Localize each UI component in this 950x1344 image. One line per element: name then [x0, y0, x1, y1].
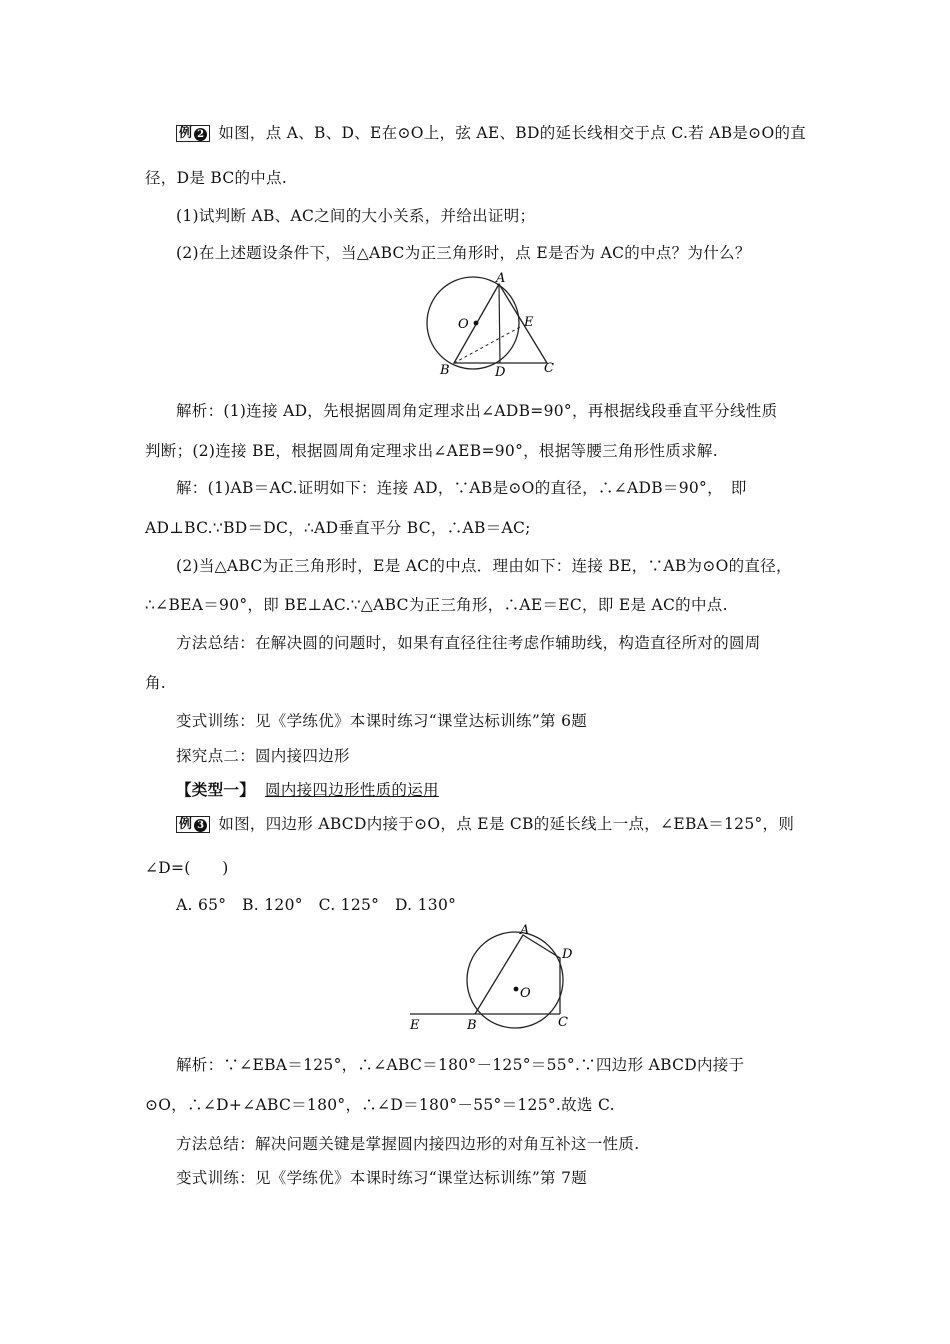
fig3-label-E: E — [410, 1018, 420, 1032]
type-bracket: 【类型一】 — [176, 780, 256, 799]
example3-options: A. 65° B. 120° C. 125° D. 130° — [176, 896, 457, 914]
example2-variant: 变式训练：见《学练优》本课时练习“课堂达标训练”第 6题 — [176, 712, 588, 730]
fig3-label-D: D — [562, 947, 573, 962]
example2-solution4: ∴∠BEA＝90°，即 BE⊥AC.∵△ABC为正三角形，∴AE＝EC，即 E是 AC的中点. — [145, 596, 728, 614]
example3-figure — [400, 922, 590, 1032]
fig2-label-C: C — [544, 361, 554, 376]
example3-line2: ∠D=( ) — [145, 859, 229, 877]
example2-figure — [420, 268, 560, 380]
example3-variant: 变式训练：见《学练优》本课时练习“课堂达标训练”第 7题 — [176, 1169, 588, 1187]
example2-solution3: (2)当△ABC为正三角形时，E是 AC的中点．理由如下：连接 BE，∵AB为⊙O的直径， — [176, 557, 792, 575]
fig2-label-D: D — [495, 365, 506, 380]
example2-analysis1: 解析：(1)连接 AD，先根据圆周角定理求出∠ADB=90°，再根据线段垂直平分线性质 — [176, 402, 778, 420]
section2-type-heading — [176, 780, 439, 800]
fig2-label-E: E — [524, 315, 534, 330]
example2-solution1: 解：(1)AB＝AC.证明如下：连接 AD，∵AB是⊙O的直径，∴∠ADB＝90°， 即 — [176, 479, 747, 497]
fig3-label-A: A — [520, 923, 530, 938]
example2-line2: 径，D是 BC的中点. — [145, 169, 288, 187]
example2-question2: (2)在上述题设条件下，当△ABC为正三角形时，点 E是否为 AC的中点？为什么？ — [176, 244, 751, 262]
fig2-label-B: B — [440, 363, 450, 378]
section2-title: 探究点二：圆内接四边形 — [176, 747, 350, 765]
example2-tag: 例 2 — [176, 125, 210, 142]
example3-analysis2: ⊙O，∴∠D+∠ABC＝180°，∴∠D＝180°－55°＝125°.故选 C. — [145, 1096, 615, 1114]
example3-tag: 例 3 — [176, 816, 210, 833]
example3-line1: 例 3 如图，四边形 ABCD内接于⊙O，点 E是 CB的延长线上一点，∠EBA＝125°，则 — [176, 814, 794, 834]
fig3-label-B: B — [467, 1018, 477, 1032]
example2-question1: (1)试判断 AB、AC之间的大小关系，并给出证明； — [176, 207, 536, 225]
example2-line1: 例 2 如图，点 A、B、D、E在⊙O上，弦 AE、BD的延长线相交于点 C.若 AB是⊙O的直 — [176, 123, 806, 143]
example3-method: 方法总结：解决问题关键是掌握圆内接四边形的对角互补这一性质. — [176, 1135, 640, 1153]
example2-method2: 角. — [145, 674, 167, 692]
fig2-label-A: A — [496, 271, 506, 286]
example2-analysis2: 判断；(2)连接 BE，根据圆周角定理求出∠AEB=90°，根据等腰三角形性质求解. — [145, 442, 718, 460]
fig2-label-O: O — [458, 317, 469, 332]
fig3-label-O: O — [520, 986, 531, 1001]
example2-solution2: AD⊥BC.∵BD＝DC，∴AD垂直平分 BC，∴AB＝AC; — [145, 519, 531, 537]
fig3-label-C: C — [558, 1015, 568, 1030]
example2-method1: 方法总结：在解决圆的问题时，如果有直径往往考虑作辅助线，构造直径所对的圆周 — [176, 634, 761, 652]
type-title: 圆内接四边形性质的运用 — [265, 781, 439, 799]
example3-analysis1: 解析：∵∠EBA＝125°，∴∠ABC＝180°－125°＝55°.∵四边形 ABCD内接于 — [176, 1056, 745, 1074]
